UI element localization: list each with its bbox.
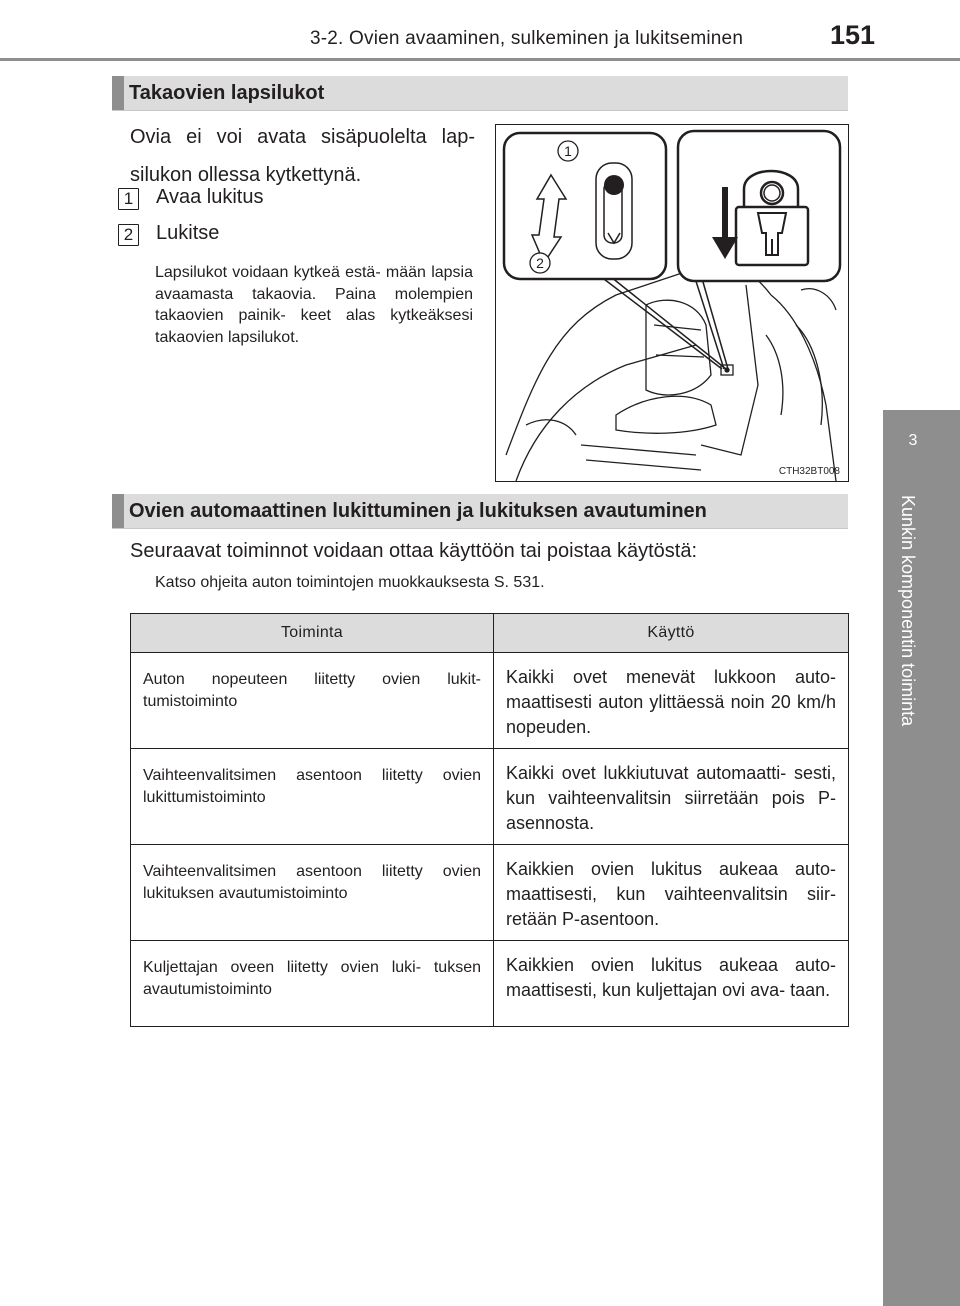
usage-cell: Kaikkien ovien lukitus aukeaa auto- maattisesti, kun kuljettajan ovi ava- taan.: [494, 941, 849, 1027]
table-row: [131, 941, 849, 1027]
section-heading-auto-lock: [112, 494, 848, 529]
heading-bar: [112, 494, 124, 528]
lead-paragraph: Seuraavat toiminnot voidaan ottaa käyttöön tai poistaa käytöstä:: [130, 540, 698, 562]
table-header-row: [131, 614, 849, 653]
heading-bar: [112, 76, 124, 110]
side-tab-number: 3: [908, 432, 918, 449]
header-rule: [0, 58, 960, 61]
list-item-label: Avaa lukitus: [156, 186, 264, 208]
usage-cell: Kaikki ovet menevät lukkoon auto- maattisesti auton ylittäessä noin 20 km/h nopeuden.: [494, 653, 849, 749]
running-head: 3-2. Ovien avaaminen, sulkeminen ja lukitseminen: [310, 28, 744, 49]
illustration-code: CTH32BT008: [778, 466, 840, 477]
number-box: 1: [118, 188, 139, 210]
list-item-label: Lukitse: [156, 222, 220, 244]
side-tab-label: Kunkin komponentin toiminta: [898, 495, 918, 727]
child-lock-illustration: [495, 124, 849, 482]
section-title: Ovien automaattinen lukittuminen ja lukituksen avautuminen: [129, 500, 707, 522]
table-row: [131, 749, 849, 845]
table-row: [131, 653, 849, 749]
intro-paragraph: Ovia ei voi avata sisäpuolelta lap- silukon ollessa kytkettynä.: [130, 126, 475, 186]
callout-number: 1: [564, 143, 572, 159]
function-cell: Vaihteenvalitsimen asentoon liitetty ovien lukituksen avautumistoiminto: [131, 845, 494, 941]
child-lock-note: Lapsilukot voidaan kytkeä estä- mään lapsia avaamasta takaovia. Paina molempien takaovien painik- keet alas kytkeäksesi takaovien lapsilukot.: [155, 264, 473, 346]
number-box: 2: [118, 224, 139, 246]
column-header-usage: Käyttö: [494, 614, 849, 653]
usage-cell: Kaikki ovet lukkiutuvat automaatti- sesti, kun vaihteenvalitsin siirretään pois P-asennosta.: [494, 749, 849, 845]
functions-table: [130, 613, 849, 1027]
callout-number: 2: [536, 255, 544, 271]
column-header-function: Toiminta: [131, 614, 494, 653]
function-cell: Vaihteenvalitsimen asentoon liitetty ovien lukittumistoiminto: [131, 749, 494, 845]
customization-note: Katso ohjeita auton toimintojen muokkauksesta S. 531.: [155, 574, 545, 591]
section-title: Takaovien lapsilukot: [129, 82, 325, 104]
function-cell: Auton nopeuteen liitetty ovien lukit- tumistoiminto: [131, 653, 494, 749]
section-heading-child-locks: [112, 76, 848, 111]
car-door-drawing: [496, 125, 848, 481]
page-number: 151: [830, 20, 876, 50]
usage-cell: Kaikkien ovien lukitus aukeaa auto- maattisesti, kun vaihteenvalitsin siir- retään P-asentoon.: [494, 845, 849, 941]
side-tab: [883, 410, 960, 1306]
table-row: [131, 845, 849, 941]
function-cell: Kuljettajan oveen liitetty ovien luki- tuksen avautumistoiminto: [131, 941, 494, 1027]
